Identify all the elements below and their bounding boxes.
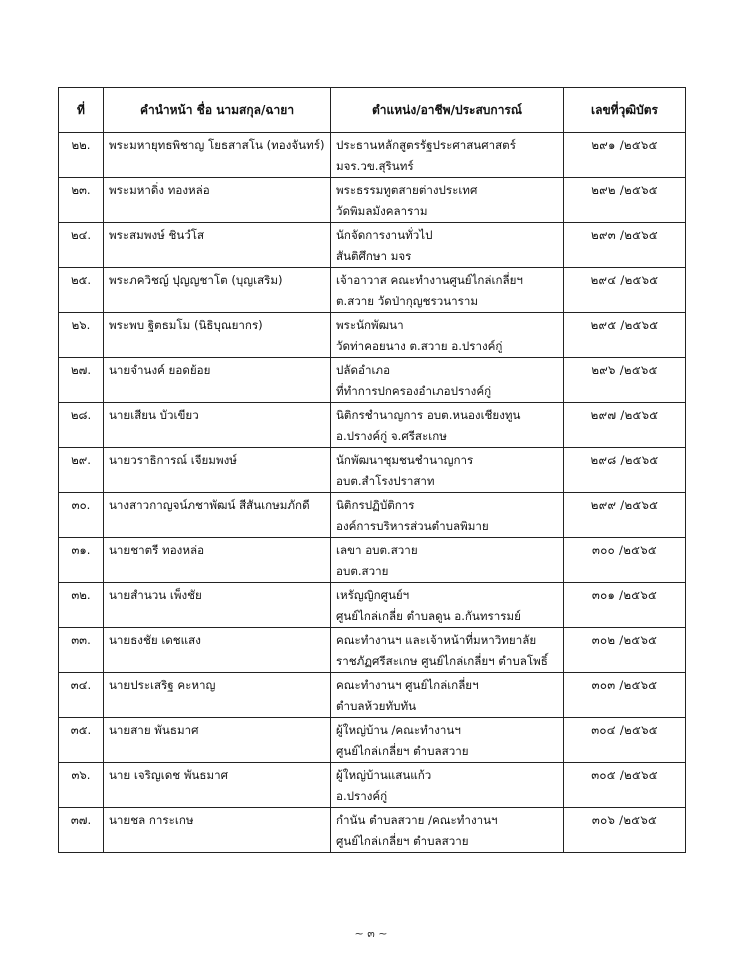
person-name: นายชล การะเกษ xyxy=(104,808,331,853)
position-line: ศูนย์ไกล่เกลี่ย ตำบลดูน อ.กันทรารมย์ xyxy=(336,609,521,623)
person-name: นายเสียน บัวเขียว xyxy=(104,403,331,448)
position-line: ที่ทำการปกครองอำเภอปรางค์กู่ xyxy=(336,384,492,398)
person-name: นาย เจริญเดช พันธมาศ xyxy=(104,763,331,808)
row-number: ๓๒. xyxy=(59,583,104,628)
row-number: ๓๕. xyxy=(59,718,104,763)
position-line: ผู้ใหญ่บ้าน /คณะทำงานฯ xyxy=(336,723,461,737)
person-position xyxy=(331,538,564,583)
certificate-roster-table xyxy=(58,87,686,853)
person-name: นายจำนงค์ ยอดย้อย xyxy=(104,358,331,403)
row-number: ๒๙. xyxy=(59,448,104,493)
table-body xyxy=(59,133,686,853)
position-line: คณะทำงานฯ ศูนย์ไกล่เกลี่ยฯ xyxy=(336,678,479,692)
certificate-number: ๒๙๑ /๒๕๖๕ xyxy=(564,133,686,178)
table-row xyxy=(59,268,686,313)
certificate-number: ๒๙๗ /๒๕๖๕ xyxy=(564,403,686,448)
certificate-number: ๓๐๕ /๒๕๖๕ xyxy=(564,763,686,808)
table-row xyxy=(59,223,686,268)
position-line: อบต.สวาย xyxy=(336,564,389,578)
position-line: พระนักพัฒนา xyxy=(336,318,404,332)
position-line: พระธรรมทูตสายต่างประเทศ xyxy=(336,183,478,197)
position-line: อ.ปรางค์กู่ xyxy=(336,789,388,803)
row-number: ๓๖. xyxy=(59,763,104,808)
row-number: ๓๓. xyxy=(59,628,104,673)
position-line: องค์การบริหารส่วนตำบลพิมาย xyxy=(336,519,489,533)
certificate-number: ๓๐๖ /๒๕๖๕ xyxy=(564,808,686,853)
table-row xyxy=(59,358,686,403)
table-header-row xyxy=(59,88,686,133)
position-line: วัดพิมลมังคลาราม xyxy=(336,204,428,218)
position-line: คณะทำงานฯ และเจ้าหน้าที่มหาวิทยาลัย xyxy=(336,633,537,647)
row-number: ๒๓. xyxy=(59,178,104,223)
person-name: นายชาตรี ทองหล่อ xyxy=(104,538,331,583)
position-line: ผู้ใหญ่บ้านแสนแก้ว xyxy=(336,768,432,782)
certificate-number: ๒๙๕ /๒๕๖๕ xyxy=(564,313,686,358)
table-row xyxy=(59,538,686,583)
person-position xyxy=(331,358,564,403)
person-position xyxy=(331,313,564,358)
certificate-number: ๓๐๔ /๒๕๖๕ xyxy=(564,718,686,763)
person-position xyxy=(331,808,564,853)
row-number: ๒๘. xyxy=(59,403,104,448)
position-line: ศูนย์ไกล่เกลี่ยฯ ตำบลสวาย xyxy=(336,744,469,758)
position-line: นักจัดการงานทั่วไป xyxy=(336,228,433,242)
header-no: ที่ xyxy=(59,88,104,133)
person-position xyxy=(331,133,564,178)
position-line: วัดท่าคอยนาง ต.สวาย อ.ปรางค์กู่ xyxy=(336,339,503,353)
person-name: พระมหาดิ่ง ทองหล่อ xyxy=(104,178,331,223)
certificate-number: ๒๙๘ /๒๕๖๕ xyxy=(564,448,686,493)
position-line: นักพัฒนาชุมชนชำนาญการ xyxy=(336,453,474,467)
header-name: คำนำหน้า ชื่อ นามสกุล/ฉายา xyxy=(104,88,331,133)
person-name: นายสาย พันธมาศ xyxy=(104,718,331,763)
certificate-number: ๒๙๙ /๒๕๖๕ xyxy=(564,493,686,538)
table-row xyxy=(59,583,686,628)
row-number: ๓๔. xyxy=(59,673,104,718)
row-number: ๒๒. xyxy=(59,133,104,178)
person-position xyxy=(331,673,564,718)
row-number: ๓๑. xyxy=(59,538,104,583)
certificate-number: ๓๐๐ /๒๕๖๕ xyxy=(564,538,686,583)
certificate-number: ๓๐๓ /๒๕๖๕ xyxy=(564,673,686,718)
person-name: พระมหายุทธพิชาญ โยธสาสโน (ทองจันทร์) xyxy=(104,133,331,178)
position-line: กำนัน ตำบลสวาย /คณะทำงานฯ xyxy=(336,813,498,827)
table-row xyxy=(59,448,686,493)
position-line: อบต.สำโรงปราสาท xyxy=(336,474,435,488)
position-line: ต.สวาย วัดป่ากุญชรวนาราม xyxy=(336,294,479,308)
certificate-number: ๒๙๖ /๒๕๖๕ xyxy=(564,358,686,403)
row-number: ๓๐. xyxy=(59,493,104,538)
table-row xyxy=(59,673,686,718)
table-row xyxy=(59,493,686,538)
table-row xyxy=(59,403,686,448)
person-name: พระภควิชญ์ ปุญญชาโต (บุญเสริม) xyxy=(104,268,331,313)
table-row xyxy=(59,313,686,358)
certificate-number: ๓๐๒ /๒๕๖๕ xyxy=(564,628,686,673)
row-number: ๒๗. xyxy=(59,358,104,403)
person-position xyxy=(331,763,564,808)
certificate-number: ๒๙๒ /๒๕๖๕ xyxy=(564,178,686,223)
position-line: มจร.วข.สุรินทร์ xyxy=(336,159,414,173)
person-name: พระพบ ฐิตธมโม (นิธิบุณยากร) xyxy=(104,313,331,358)
certificate-number: ๓๐๑ /๒๕๖๕ xyxy=(564,583,686,628)
position-line: ราชภัฏศรีสะเกษ ศูนย์ไกล่เกลี่ยฯ ตำบลโพธิ์ xyxy=(336,654,548,668)
table-row xyxy=(59,808,686,853)
table-row xyxy=(59,718,686,763)
person-name: นางสาวกาญจน์ภชาพัฒน์ สีสันเกษมภักดี xyxy=(104,493,331,538)
table-row xyxy=(59,628,686,673)
certificate-number: ๒๙๓ /๒๕๖๕ xyxy=(564,223,686,268)
person-name: นายสำนวน เพ็งชัย xyxy=(104,583,331,628)
person-name: นายธงชัย เดชแสง xyxy=(104,628,331,673)
person-position xyxy=(331,178,564,223)
position-line: เหรัญญิกศูนย์ฯ xyxy=(336,588,410,602)
position-line: ศูนย์ไกล่เกลี่ยฯ ตำบลสวาย xyxy=(336,834,469,848)
row-number: ๒๔. xyxy=(59,223,104,268)
person-position xyxy=(331,448,564,493)
person-position xyxy=(331,628,564,673)
person-position xyxy=(331,223,564,268)
header-position: ตำแหน่ง/อาชีพ/ประสบการณ์ xyxy=(331,88,564,133)
position-line: นิติกรปฏิบัติการ xyxy=(336,498,415,512)
position-line: ปลัดอำเภอ xyxy=(336,363,391,377)
certificate-number: ๒๙๔ /๒๕๖๕ xyxy=(564,268,686,313)
person-position xyxy=(331,718,564,763)
position-line: อ.ปรางค์กู่ จ.ศรีสะเกษ xyxy=(336,429,447,443)
person-position xyxy=(331,403,564,448)
row-number: ๓๗. xyxy=(59,808,104,853)
table-row xyxy=(59,133,686,178)
header-certificate: เลขที่วุฒิบัตร xyxy=(564,88,686,133)
position-line: เลขา อบต.สวาย xyxy=(336,543,418,557)
position-line: นิติกรชำนาญการ อบต.หนองเชียงทูน xyxy=(336,408,521,422)
person-position xyxy=(331,268,564,313)
row-number: ๒๕. xyxy=(59,268,104,313)
position-line: สันติศึกษา มจร xyxy=(336,249,412,263)
position-line: เจ้าอาวาส คณะทำงานศูนย์ไกล่เกลี่ยฯ xyxy=(336,273,523,287)
position-line: ตำบลห้วยทับทัน xyxy=(336,699,417,713)
page-number: ~ ๓ ~ xyxy=(354,927,388,940)
person-position xyxy=(331,583,564,628)
person-name: นายประเสริฐ คะหาญ xyxy=(104,673,331,718)
person-name: พระสมพงษ์ ชินวํโส xyxy=(104,223,331,268)
person-position xyxy=(331,493,564,538)
row-number: ๒๖. xyxy=(59,313,104,358)
table-row xyxy=(59,178,686,223)
table-row xyxy=(59,763,686,808)
position-line: ประธานหลักสูตรรัฐประศาสนศาสตร์ xyxy=(336,138,516,152)
person-name: นายวราธิการณ์ เจียมพงษ์ xyxy=(104,448,331,493)
